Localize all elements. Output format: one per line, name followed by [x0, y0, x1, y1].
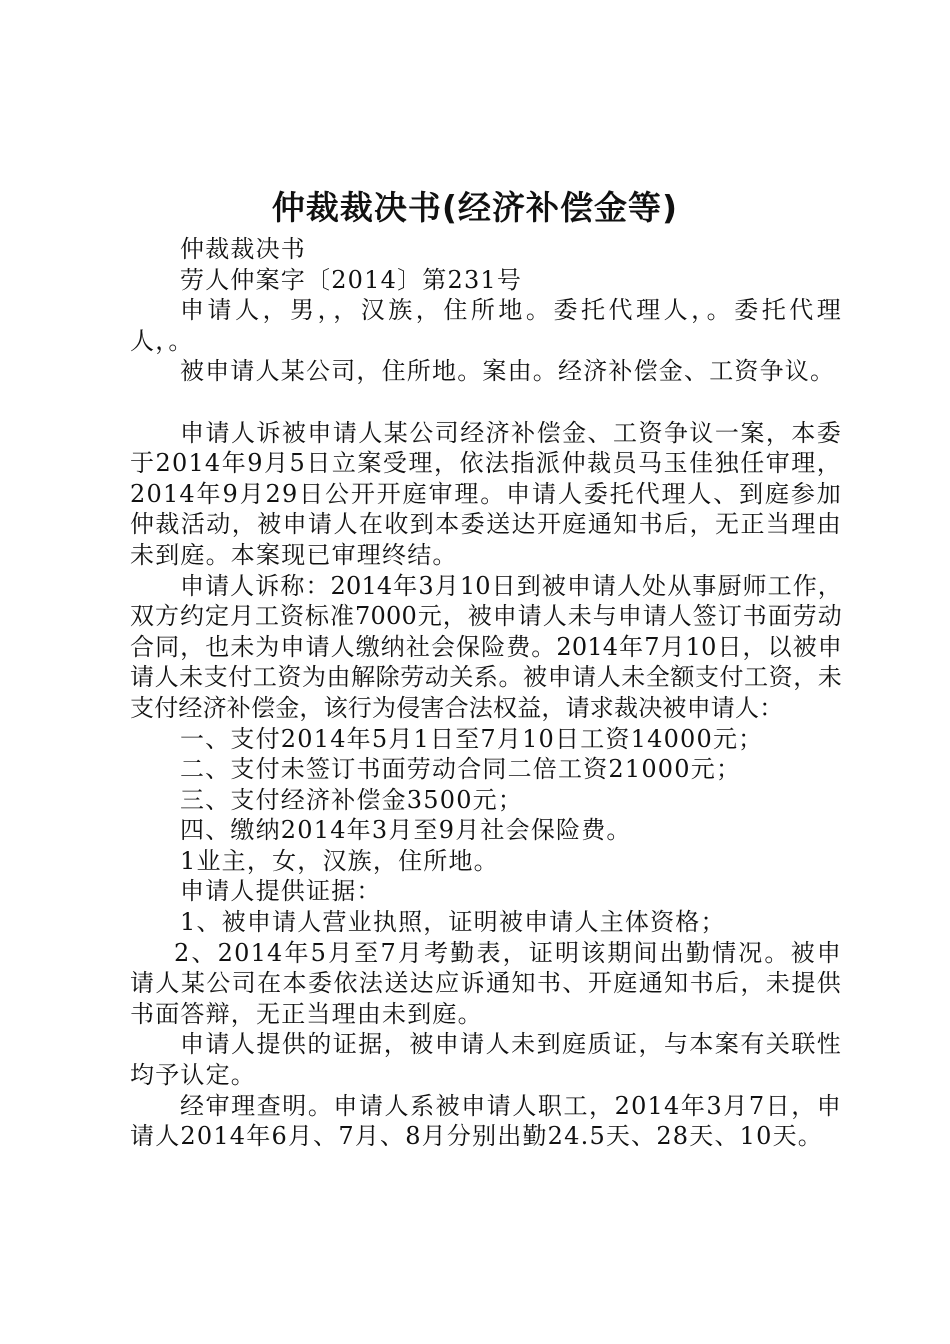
- evidence-item-2: 2、2014年5月至7月考勤表，证明该期间出勤情况。被申请人某公司在本委依法送达应诉通知书、开庭通知书后，未提供书面答辩，无正当理由未到庭。: [130, 938, 842, 1028]
- claim-item-4: 四、缴纳2014年3月至9月社会保险费。: [180, 816, 632, 845]
- claim-item-1: 一、支付2014年5月1日至7月10日工资14000元；: [180, 724, 764, 753]
- claim-paragraph: 申请人诉称：2014年3月10日到被申请人处从事厨师工作，双方约定月工资标准7000元，被申请人未与申请人签订书面劳动合同，也未为申请人缴纳社会保险费。2014年7月10日，以被申请人未支付工资为由解除劳动关系。被申请人未全额支付工资，未支付经济补偿金，该行为侵害合法权益，请求裁决被申请人：: [130, 571, 842, 722]
- evidence-item-1: 1、被申请人营业执照，证明被申请人主体资格；: [180, 908, 726, 937]
- evidence-finding-paragraph: 申请人提供的证据，被申请人未到庭质证，与本案有关联性均予认定。: [130, 1030, 842, 1090]
- case-intro-paragraph: 申请人诉被申请人某公司经济补偿金、工资争议一案，本委于2014年9月5日立案受理，依法指派仲裁员马玉佳独任审理，2014年9月29日公开开庭审理。申请人委托代理人、到庭参加仲裁活动，被申请人在收到本委送达开庭通知书后，无正当理由未到庭。本案现已审理终结。: [130, 418, 842, 569]
- case-number: 劳人仲案字〔2014〕第231号: [180, 265, 523, 294]
- document-body: [130, 234, 842, 1152]
- party-paragraph: 1业主，女，汉族，住所地。: [180, 846, 499, 875]
- document-title: 仲裁裁决书(经济补偿金等): [271, 188, 679, 227]
- claim-item-2: 二、支付未签订书面劳动合同二倍工资21000元；: [180, 755, 742, 784]
- facts-paragraph: 经审理查明。申请人系被申请人职工，2014年3月7日，申请人2014年6月、7月、8月分别出勤24.5天、28天、10天。: [130, 1091, 842, 1151]
- respondent-paragraph: 被申请人某公司，住所地。案由。经济补偿金、工资争议。: [180, 357, 836, 386]
- applicant-paragraph: 申请人，男，，汉族，住所地。委托代理人，。委托代理人，。: [130, 296, 842, 355]
- evidence-heading: 申请人提供证据：: [180, 877, 382, 906]
- heading-line: 仲裁裁决书: [180, 235, 306, 263]
- claim-item-3: 三、支付经济补偿金3500元；: [180, 785, 524, 814]
- blank-line: [130, 387, 842, 418]
